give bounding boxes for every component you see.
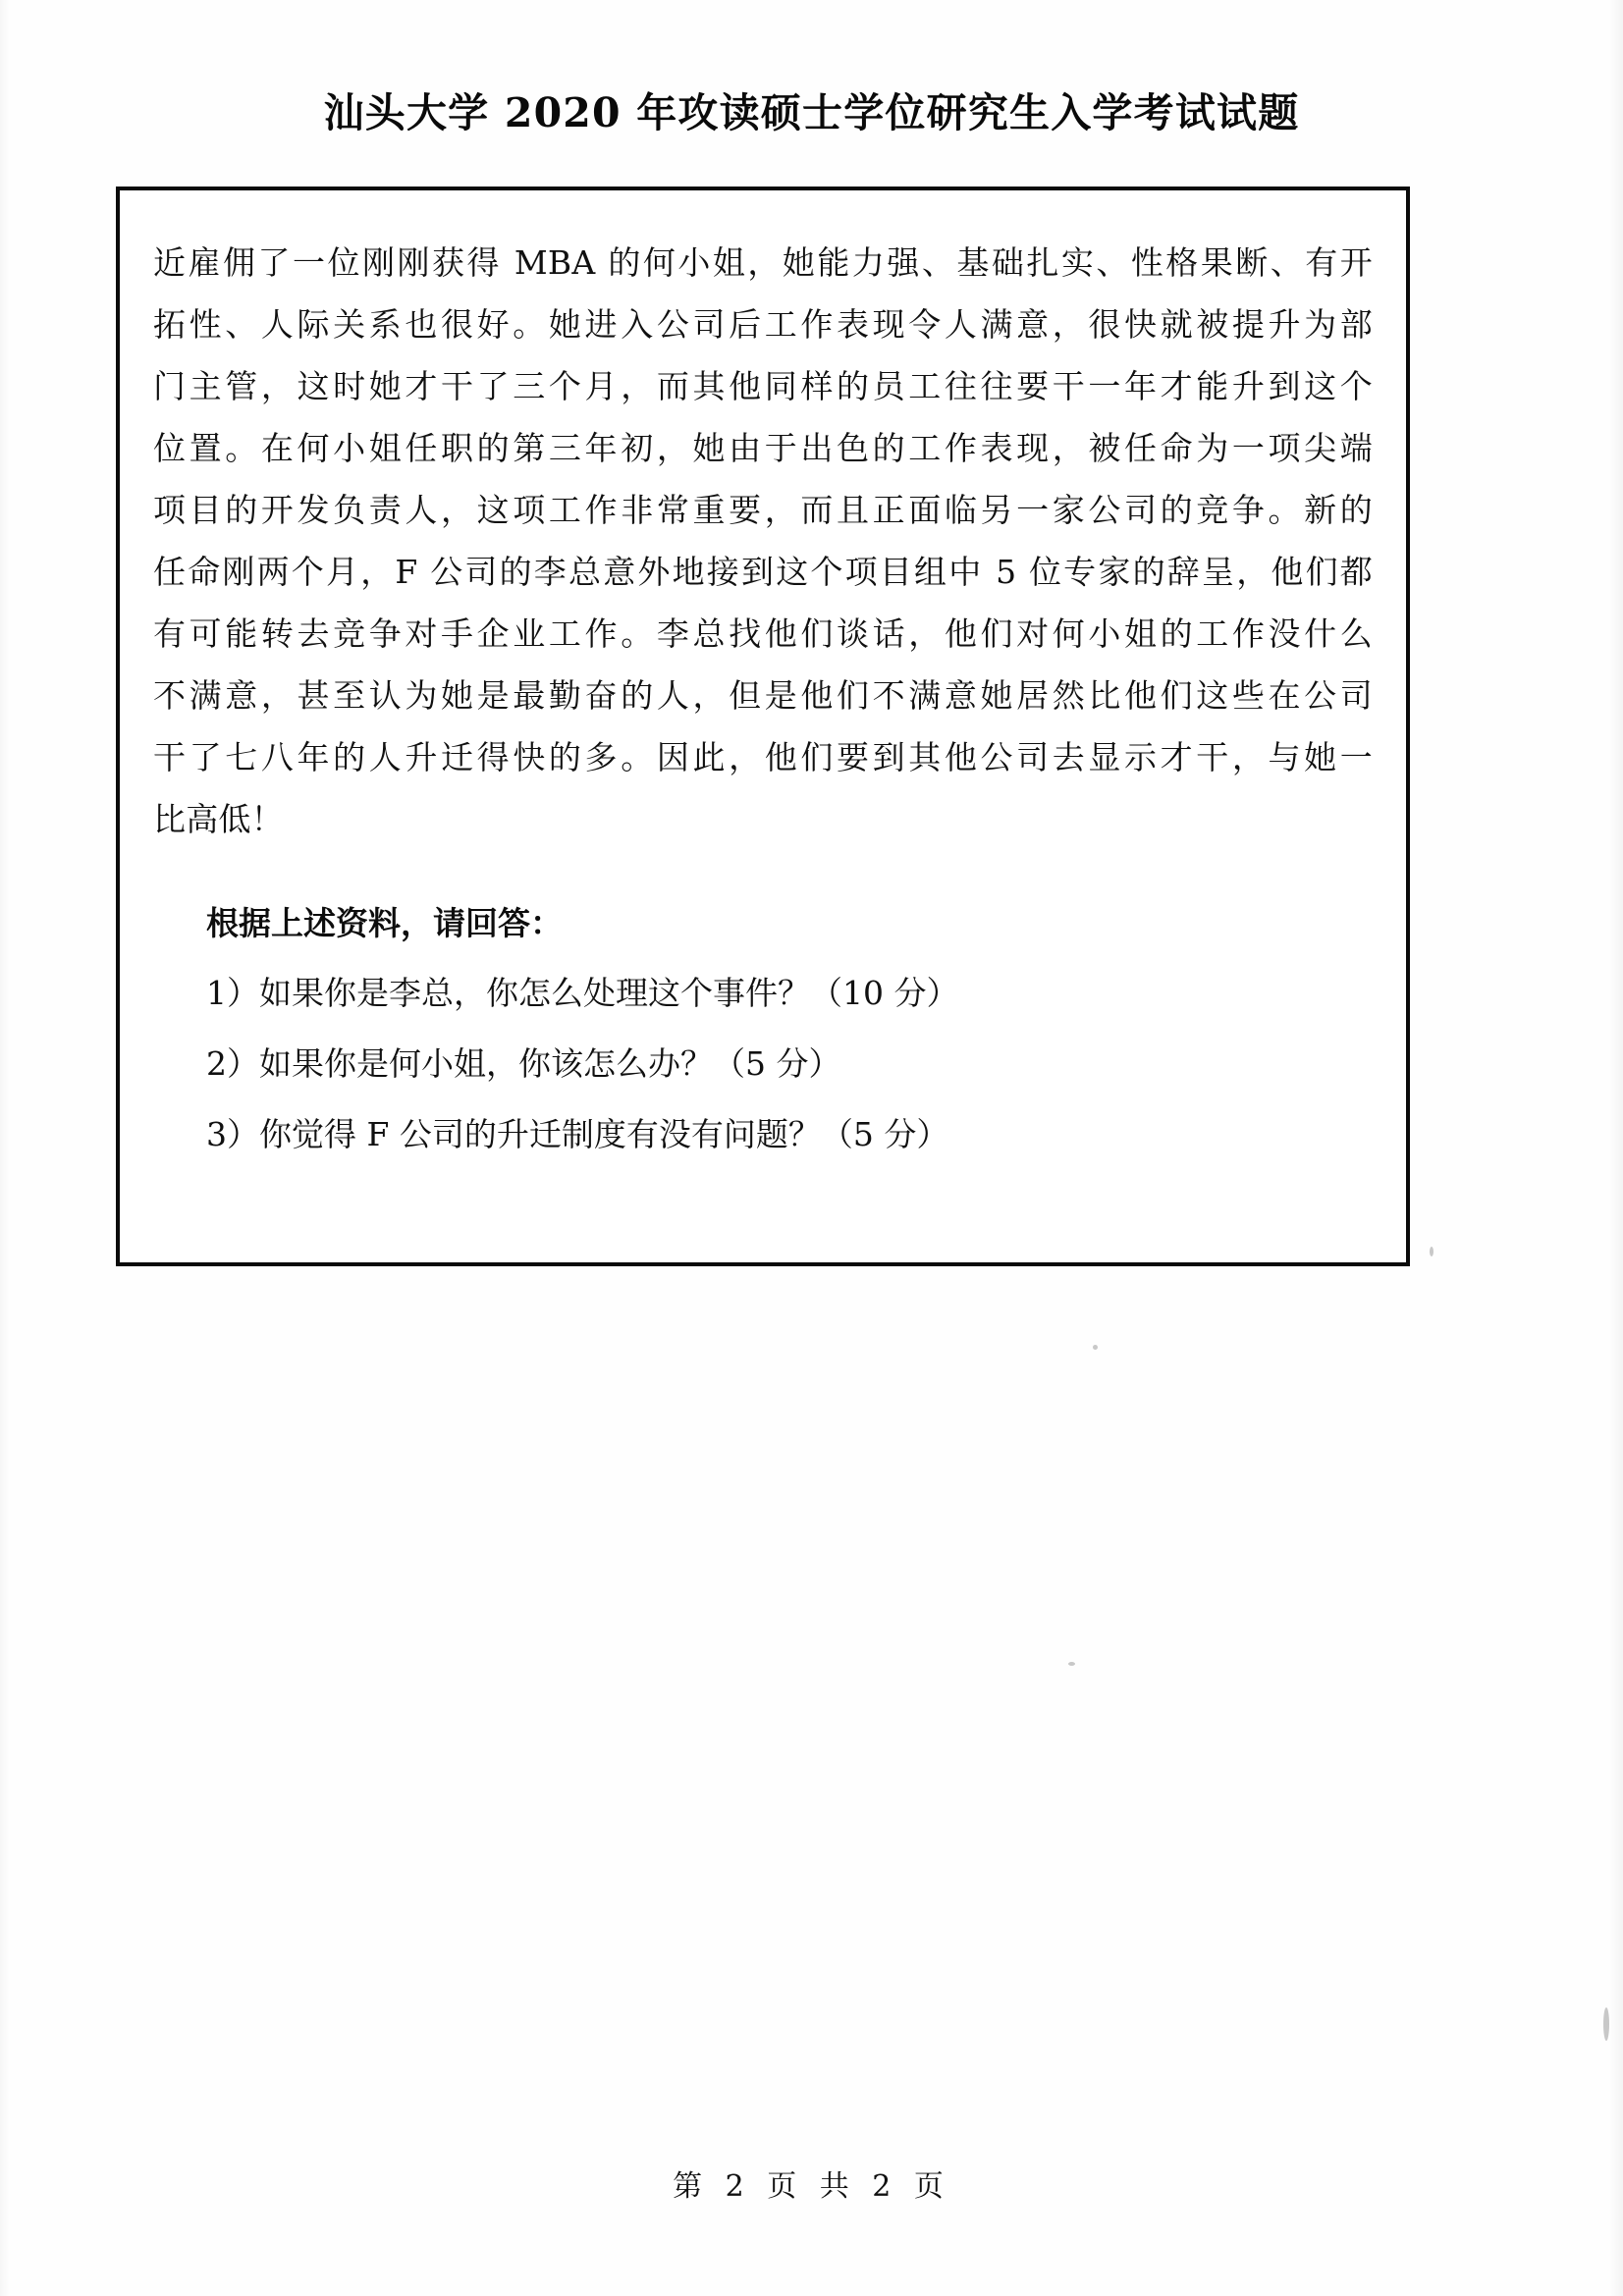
passage-line: 门主管，这时她才干了三个月，而其他同样的员工往往要干一年才能升到这个 [153, 367, 1373, 405]
questions-section [153, 889, 1373, 1170]
passage-line: 比高低！ [153, 800, 284, 838]
passage-line: 不满意，甚至认为她是最勤奋的人，但是他们不满意她居然比他们这些在公司 [153, 676, 1373, 715]
case-passage [153, 232, 1373, 850]
passage-line: 位置。在何小姐任职的第三年初，她由于出色的工作表现，被任命为一项尖端 [153, 429, 1373, 467]
page-title: 汕头大学 2020 年攻读硕士学位研究生入学考试试题 [323, 89, 1300, 136]
scan-edge-shadow-right [1609, 0, 1623, 2296]
passage-line: 近雇佣了一位刚刚获得 MBA 的何小姐，她能力强、基础扎实、性格果断、有开 [153, 243, 1373, 282]
passage-line: 项目的开发负责人，这项工作非常重要，而且正面临另一家公司的竞争。新的 [153, 491, 1373, 529]
exam-content-inner [120, 190, 1406, 1262]
scan-speck [1093, 1345, 1098, 1350]
question-item-3: 3）你觉得 F 公司的升迁制度有没有问题？（5 分） [206, 1115, 949, 1153]
passage-line: 拓性、人际关系也很好。她进入公司后工作表现令人满意，很快就被提升为部 [153, 305, 1373, 344]
scan-speck [1068, 1662, 1075, 1666]
question-item-2: 2）如果你是何小姐，你该怎么办？（5 分） [206, 1044, 841, 1083]
exam-content-frame [116, 187, 1410, 1266]
scan-edge-shadow-left [0, 0, 10, 2296]
passage-line: 任命刚两个月，F 公司的李总意外地接到这个项目组中 5 位专家的辞呈，他们都 [153, 553, 1373, 591]
scan-speck [1430, 1247, 1434, 1256]
scan-speck [1603, 2007, 1609, 2041]
passage-line: 有可能转去竞争对手企业工作。李总找他们谈话，他们对何小姐的工作没什么 [153, 614, 1373, 653]
page-footer: 第 2 页 共 2 页 [673, 2169, 950, 2204]
questions-lead: 根据上述资料，请回答： [206, 904, 563, 942]
question-item-1: 1）如果你是李总，你怎么处理这个事件？（10 分） [206, 974, 959, 1012]
passage-line: 干了七八年的人升迁得快的多。因此，他们要到其他公司去显示才干，与她一 [153, 738, 1373, 776]
